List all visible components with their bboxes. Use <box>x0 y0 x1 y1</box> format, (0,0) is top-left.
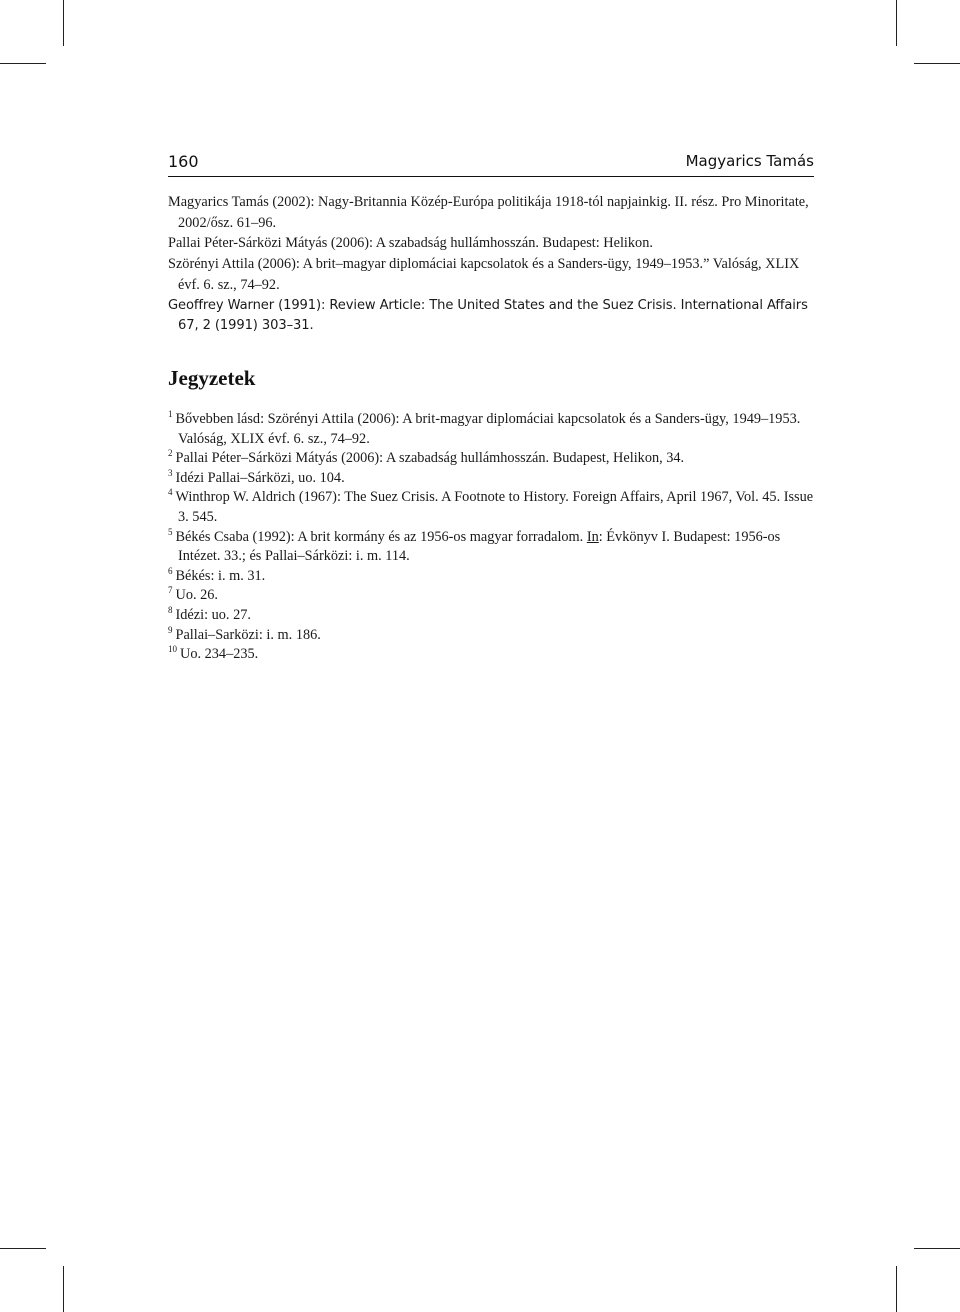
note-number: 7 <box>168 585 173 596</box>
note-number: 1 <box>168 409 173 419</box>
crop-mark-top-right-horizontal <box>914 63 960 64</box>
note-text: Idézi: uo. 27. <box>175 606 251 623</box>
note-item <box>168 606 818 626</box>
reference-item: Pallai Péter-Sárközi Mátyás (2006): A szabadság hullámhosszán. Budapest: Helikon. <box>168 235 653 252</box>
note-item <box>168 410 818 449</box>
note-item <box>168 626 818 646</box>
note-item <box>168 469 818 489</box>
crop-mark-bottom-right-vertical <box>896 1266 897 1312</box>
crop-mark-top-left-horizontal <box>0 63 46 64</box>
note-item <box>168 645 818 665</box>
note-number: 2 <box>168 448 173 459</box>
reference-item: Geoffrey Warner (1991): Review Article: The United States and the Suez Crisis. International Affairs 67, 2 (1991) 303–31. <box>168 297 808 334</box>
note-number: 6 <box>168 565 173 576</box>
header-rule <box>168 176 814 177</box>
note-item <box>168 567 818 587</box>
note-number: 4 <box>168 487 173 498</box>
note-text-underlined: In <box>586 528 599 545</box>
note-text: Pallai–Sarközi: i. m. 186. <box>175 626 321 643</box>
crop-mark-top-left-vertical <box>63 0 64 46</box>
crop-mark-bottom-left-horizontal <box>0 1248 46 1249</box>
note-text: Uo. 26. <box>175 587 218 604</box>
reference-item: Magyarics Tamás (2002): Nagy-Britannia Közép-Európa politikája 1918-tól napjainkig. II. rész. Pro Minoritate, 2002/ősz. 61–96. <box>168 194 809 231</box>
note-number: 10 <box>168 644 177 655</box>
note-item <box>168 528 818 567</box>
note-text: Bővebben lásd: Szörényi Attila (2006): A brit-magyar diplomáciai kapcsolatok és a Sanders-ügy, 1949–1953. Valóság, XLIX évf. 6. sz., 74–92. <box>175 411 801 447</box>
note-text: Winthrop W. Aldrich (1967): The Suez Crisis. A Footnote to History. Foreign Affairs, April 1967, Vol. 45. Issue 3. 545. <box>175 489 814 525</box>
page-number: 160 <box>168 152 199 171</box>
notes-heading: Jegyzetek <box>168 366 256 390</box>
note-text: Pallai Péter–Sárközi Mátyás (2006): A szabadság hullámhosszán. Budapest, Helikon, 34. <box>175 450 685 467</box>
note-number: 8 <box>168 604 173 615</box>
notes-list <box>168 410 818 665</box>
reference-item: Szörényi Attila (2006): A brit–magyar diplomáciai kapcsolatok és a Sanders-ügy, 1949–1953.” Valóság, XLIX évf. 6. sz., 74–92. <box>168 256 800 293</box>
note-text: : Évkönyv I. Budapest: 1956-os Intézet. 33.; és Pallai–Sárközi: i. m. 114. <box>178 528 781 565</box>
note-number: 5 <box>168 526 173 537</box>
note-item <box>168 586 818 606</box>
note-text: Békés Csaba (1992): A brit kormány és az 1956-os magyar forradalom. <box>175 528 587 545</box>
crop-mark-top-right-vertical <box>896 0 897 46</box>
page-header <box>168 150 814 180</box>
reference-list <box>168 192 818 337</box>
running-head-author: Magyarics Tamás <box>685 152 814 170</box>
note-number: 3 <box>168 467 173 478</box>
note-text: Idézi Pallai–Sárközi, uo. 104. <box>175 469 345 486</box>
note-item <box>168 449 818 469</box>
note-text: Uo. 234–235. <box>180 646 259 663</box>
crop-mark-bottom-right-horizontal <box>914 1248 960 1249</box>
note-text: Békés: i. m. 31. <box>175 567 266 584</box>
note-item <box>168 488 818 527</box>
crop-mark-bottom-left-vertical <box>63 1266 64 1312</box>
note-number: 9 <box>168 624 173 635</box>
